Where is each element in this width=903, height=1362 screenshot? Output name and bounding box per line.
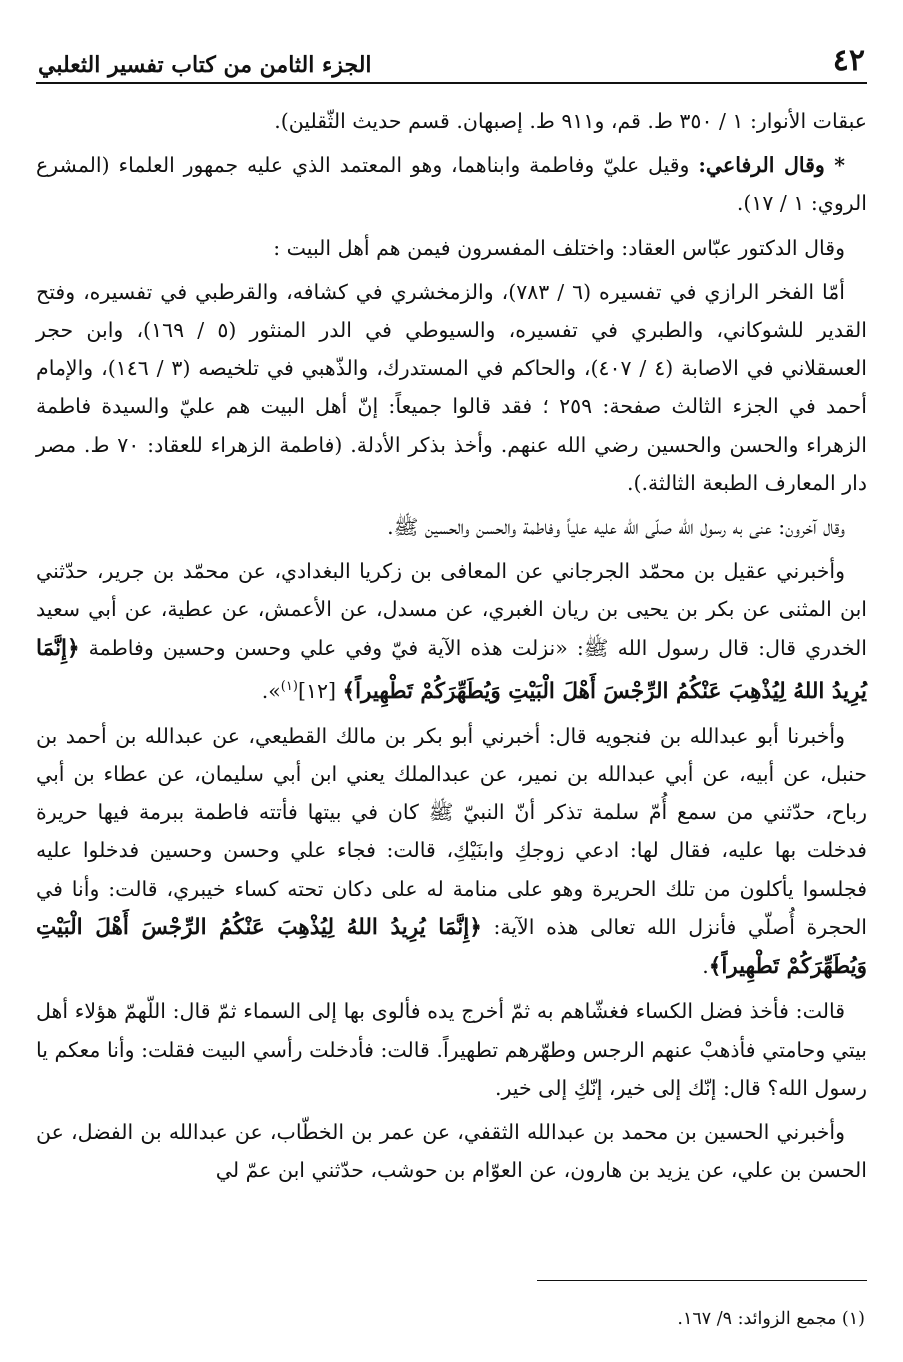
page-header bbox=[36, 38, 867, 84]
running-title: الجزء الثامن من كتاب تفسير الثعلبي bbox=[38, 52, 372, 78]
footnote-divider bbox=[537, 1280, 867, 1281]
paragraph-text: عبقات الأنوار: ١ / ٣٥٠ ط. قم، و٩١١ ط. إصبهان. قسم حديث الثّقلين). bbox=[274, 109, 867, 133]
paragraph-thaqafi bbox=[36, 1113, 867, 1189]
page-body bbox=[36, 102, 867, 1189]
hadith-text: وأخبرني عقيل بن محمّد الجرجاني عن المعافى بن زكريا البغدادي، عن محمّد بن جرير، حدّثني ابن المثنى عن بكر بن يحيى بن ريان الغبري، عن مسدل، عن الأعمش، عن عطية، عن أبي سعيد الخدري قال: قال رسول الله ﷺ: «نزلت هذه الآية فيّ وفي علي وحسن وحسين وفاطمة bbox=[36, 559, 867, 660]
book-page bbox=[36, 38, 867, 1362]
page-number: ٤٢ bbox=[832, 43, 865, 78]
paragraph-text: وقال الدكتور عبّاس العقاد: واختلف المفسرون فيمن هم أهل البيت : bbox=[273, 235, 845, 260]
paragraph-text: أمّا الفخر الرازي في تفسيره (٦ / ٧٨٣)، والزمخشري في كشافه، والقرطبي في تفسيره، وفتح القدير للشوكاني، والطبري في تفسيره، والسيوطي في الدر المنثور (٥ / ١٦٩)، وابن حجر العسقلاني في الاصابة (٤ / ٤٠٧)، والحاكم في المستدرك، والذّهبي في تلخيصه (٣ / ١٤٦)، والإمام أحمد في الجزء الثالث صفحة: ٢٥٩ ؛ فقد قالوا جميعاً: إنّ أهل البيت هم عليّ والسيدة فاطمة الزهراء والحسن والحسين رضي الله عنهم. وأخذ بذكر الأدلة. (فاطمة الزهراء للعقاد: ٧٠ ط. مصر دار المعارف الطبعة الثالثة.). bbox=[36, 279, 868, 495]
paragraph-text: وأخبرني الحسين بن محمد بن عبدالله الثقفي، عن عمر بن الخطّاب، عن عبدالله بن الفضل، عن الحسن بن علي، عن يزيد بن هارون، عن العوّام بن حوشب، حدّثني ابن عمّ لي bbox=[36, 1119, 867, 1183]
hadith-end: . bbox=[702, 954, 709, 979]
paragraph-text: وقال آخرون: عنى به رسول الله صلّى الله عليه علياً وفاطمة والحسن والحسين ﷺ. bbox=[387, 515, 845, 540]
quran-verse: ﴿إِنَّمَا يُرِيدُ اللهُ لِيُذْهِبَ عَنْكُمُ الرِّجْسَ أَهْلَ الْبَيْتِ وَيُطَهِّرَكُمْ تَطْهِيراً﴾ bbox=[36, 914, 867, 980]
paragraph-others bbox=[36, 508, 867, 546]
quran-verse: ﴿إِنَّمَا يُرِيدُ اللهُ لِيُذْهِبَ عَنْكُمُ الرِّجْسَ أَهْلَ الْبَيْتِ وَيُطَهِّرَكُمْ تَطْهِيراً﴾ bbox=[36, 635, 867, 704]
paragraph-source-ref bbox=[36, 102, 867, 140]
paragraph-text: قالت: فأخذ فضل الكساء فغشّاهم به ثمّ أخرج يده فألوى بها إلى السماء ثمّ قال: اللّهمّ هؤلاء أهل بيتي وحامتي فأذهبْ عنهم الرجس وطهّرهم تطهيراً. قالت: فأدخلت رأسي البيت فقلت: وأنا معكم يا رسول الله؟ قال: إنّك إلى خير، إنّكِ إلى خير. bbox=[36, 999, 867, 1100]
hadith-text: وأخبرنا أبو عبدالله بن فنجويه قال: أخبرني أبو بكر بن مالك القطيعي، عن عبدالله بن أحمد بن حنبل، عن أبيه، عن أبي عبدالله بن نمير، عن عبدالملك يعني ابن أبي سليمان، عن عطاء بن أبي رباح، حدّثني من سمع أُمّ سلمة تذكر أنّ النبيّ ﷺ كان في بيتها فأتته فاطمة ببرمة فيها حريرة فدخلت بها عليه، فقال لها: ادعي زوجكِ وابنَيْكِ، قالت: فجاء علي وحسن وحسين فدخلوا عليه فجلسوا يأكلون من تلك الحريرة وهو على منامة له على دكان تحته كساء خيبري، قالت: وأنا في الحجرة أُصلّي فأنزل الله تعالى هذه الآية: bbox=[36, 723, 868, 939]
paragraph-mufassirun bbox=[36, 273, 867, 502]
paragraph-text: وقيل عليّ وفاطمة وابناهما، وهو المعتمد الذي عليه جمهور العلماء (المشرع الروي: ١ / ١٧). bbox=[36, 153, 867, 216]
verse-number: [١٢] bbox=[297, 678, 343, 703]
paragraph-lead: * وقال الرفاعي: bbox=[698, 153, 845, 178]
footnote-reference[interactable]: (١) bbox=[280, 678, 298, 694]
paragraph-hadith-umm-salama bbox=[36, 717, 867, 986]
paragraph-hadith-khudri bbox=[36, 552, 867, 711]
hadith-end: ». bbox=[261, 678, 281, 703]
paragraph-kisa bbox=[36, 992, 867, 1107]
paragraph-rifai bbox=[36, 146, 867, 222]
footnote: (١) مجمع الزوائد: ٩/ ١٦٧. bbox=[677, 1309, 865, 1329]
paragraph-aqqad-intro bbox=[36, 229, 867, 267]
